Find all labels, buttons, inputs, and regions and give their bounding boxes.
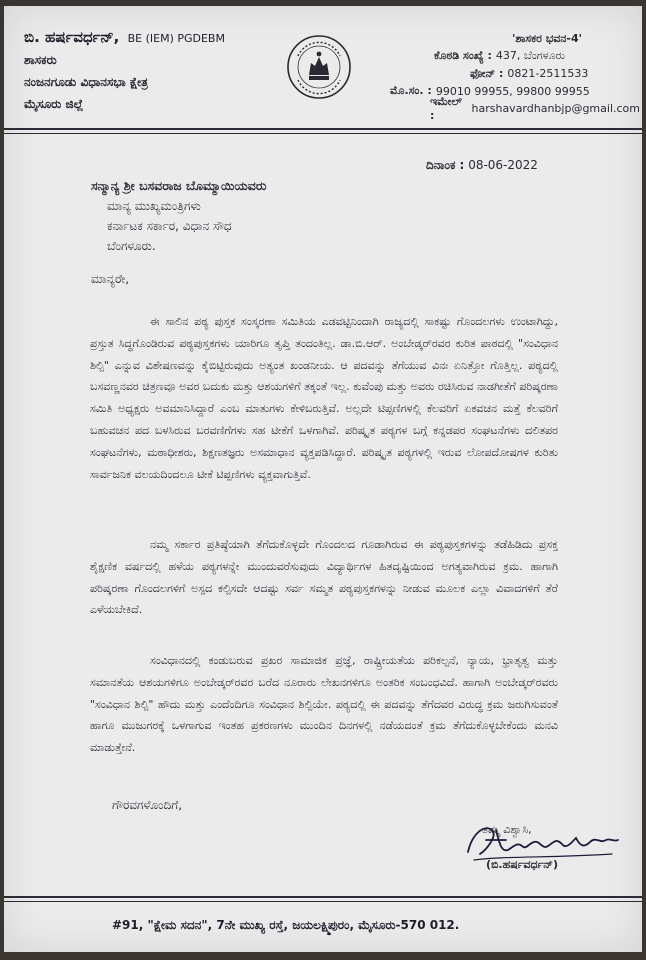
mla-constituency: ನಂಜನಗೂಡು ವಿಧಾನಸಭಾ ಕ್ಷೇತ್ರ <box>24 75 148 89</box>
mla-designation: ಶಾಸಕರು <box>24 53 57 67</box>
karnataka-emblem-icon <box>286 34 352 100</box>
office-phone-label: ಫೋನ್ : <box>470 66 504 80</box>
header-divider-thin <box>4 133 642 134</box>
date-label: ದಿನಾಂಕ : <box>426 158 465 172</box>
letter-sheet <box>4 6 642 952</box>
body-paragraph-1: ಈ ಸಾಲಿನ ಪಠ್ಯ ಪುಸ್ತಕ ಸಂಸ್ಕರಣಾ ಸಮಿತಿಯ ಎಡವಟ್ಟಿನಿಂದಾಗಿ ರಾಜ್ಯದಲ್ಲಿ ಸಾಕಷ್ಟು ಗೊಂದಲಗಳು ಉಂಟಾಗಿದ್ದು, ಪ್ರಸ್ತುತ ಸಿದ್ಧಗೊಂಡಿರುವ ಪಠ್ಯಪುಸ್ತಕಗಳು ಯಾರಿಗೂ ತೃಪ್ತಿ ತಂದಂತಿಲ್ಲ. ಡಾ.ಬಿ.ಆರ್. ಅಂಬೇಡ್ಕರ್‌ರವರ ಕುರಿತ ಪಾಠದಲ್ಲಿ "ಸಂವಿಧಾನ ಶಿಲ್ಪಿ" ಎನ್ನುವ ವಿಶೇಷಣವನ್ನು ಕೈಬಿಟ್ಟಿರುವುದು ಅತ್ಯಂತ ಖಂಡನೀಯ. ಆ ಪದವನ್ನು ತೆಗೆಯುವ ವಿನಃ ಏನಿತ್ತೋ ಗೊತ್ತಿಲ್ಲ. ಪಠ್ಯದಲ್ಲಿ ಬಸವಣ್ಣನವರ ಚಿತ್ರಣವೂ ಅವರ ಬದುಕು ಮತ್ತು ಆಶಯಗಳಿಗೆ ತಕ್ಕಂತೆ ಇಲ್ಲ. ಕುವೆಂಪು ಮತ್ತು ಅವರು ರಚಿಸಿರುವ ನಾಡಗೀತೆಗೆ ಪರಿಷ್ಕರಣಾ ಸಮಿತಿ ಅಧ್ಯಕ್ಷರು ಅವಮಾನಿಸಿದ್ದಾರೆ ಎಂಬ ಮಾತುಗಳು ಕೇಳಿಬರುತ್ತಿವೆ. ಅಲ್ಲದೇ ಟಿಪ್ಪಣಿಗಳಲ್ಲಿ ಕೆಲವರಿಗೆ ಏಕವಚನ ಮತ್ತೆ ಕೆಲವರಿಗೆ ಬಹುವಚನ ಪದ ಬಳಸಿರುವ ಬರವಣಿಗೆಗಳು ಸಹ ಟೀಕೆಗೆ ಒಳಗಾಗಿವೆ. ಪರಿಷ್ಕೃತ ಪಠ್ಯಗಳ ಬಗ್ಗೆ ಕನ್ನಡಪರ ಸಂಘಟನೆಗಳು ದಲಿತಪರ ಸಂಘಟನೆಗಳು, ಮಠಾಧೀಶರು, ಶಿಕ್ಷಣತಜ್ಞರು ಅಸಮಾಧಾನ ವ್ಯಕ್ತಪಡಿಸಿದ್ದಾರೆ. ಪರಿಷ್ಕೃತ ಪಠ್ಯಗಳಲ್ಲಿ ಇರುವ ಲೋಪದೋಷಗಳ ಕುರಿತು ಸಾರ್ವಜನಿಕ ವಲಯದಿಂದಲೂ ಟೀಕೆ ಟಿಪ್ಪಣಿಗಳು ವ್ಯಕ್ತವಾಗುತ್ತಿವೆ. <box>90 315 558 481</box>
office-mobile-label: ಮೊ.ಸಂ. : <box>390 84 432 98</box>
mla-name <box>24 28 264 46</box>
body-paragraph-3: ಸಂವಿಧಾನದಲ್ಲಿ ಕಂಡುಬರುವ ಪ್ರಖರ ಸಾಮಾಜಿಕ ಪ್ರಜ್ಞೆ, ರಾಷ್ಟ್ರೀಯತೆಯ ಪರಿಕಲ್ಪನೆ, ನ್ಯಾಯ, ಭ್ರಾತೃತ್ವ ಮತ್ತು ಸಮಾನತೆಯ ಆಶಯಗಳಿಗೂ ಅಂಬೇಡ್ಕರ್‌ರವರ ಬರೆದ ನೂರಾರು ಲೇಖನಗಳಿಗೂ ಅಂತರಿಕ ಸಂಬಂಧವಿದೆ. ಹಾಗಾಗಿ ಅಂಬೇಡ್ಕರ್‌ರವರು "ಸಂವಿಧಾನ ಶಿಲ್ಪಿ" ಹೌದು ಮತ್ತು ಎಂದೆಂದಿಗೂ ಸಂವಿಧಾನ ಶಿಲ್ಪಿಯೇ. ಪಠ್ಯದಲ್ಲಿ ಈ ಪದವನ್ನು ತೆಗೆದವರ ವಿರುದ್ಧ ಕ್ರಮ ಜರುಗಿಸುವಂತೆ ಹಾಗೂ ಮುಜುಗರಕ್ಕೆ ಒಳಗಾಗುವ ಇಂತಹ ಪ್ರಕರಣಗಳು ಮುಂದಿನ ದಿನಗಳಲ್ಲಿ ನಡೆಯದಂತೆ ಕ್ರಮ ತೆಗೆದುಕೊಳ್ಳಬೇಕೆಂದು ಮನವಿ ಮಾಡುತ್ತೇನೆ. <box>90 654 558 755</box>
office-email <box>390 95 640 123</box>
office-email-value: harshavardhanbjp@gmail.com <box>471 102 640 116</box>
office-mobile-value: 99010 99955, 99800 99955 <box>435 84 590 98</box>
recipient-city: ಬೆಂಗಳೂರು. <box>107 239 156 253</box>
footer-divider <box>4 896 642 898</box>
mla-district: ಮೈಸೂರು ಜಿಲ್ಲೆ <box>24 97 84 111</box>
office-room-value: 437, ಬೆಂಗಳೂರು <box>495 49 565 63</box>
letter-date <box>426 158 538 173</box>
office-phone <box>390 65 640 83</box>
recipient-address <box>91 176 266 256</box>
salutation: ಮಾನ್ಯರೇ, <box>91 272 130 286</box>
letterhead-left <box>24 28 264 112</box>
office-mobile <box>390 83 640 101</box>
office-phone-value: 0821-2511533 <box>507 67 589 81</box>
letterhead-right <box>390 30 640 123</box>
date-value: 08-06-2022 <box>468 158 538 172</box>
office-building: 'ಶಾಸಕರ ಭವನ-4' <box>512 31 582 45</box>
yours-faithfully: ತಮ್ಮ ವಿಶ್ವಾಸಿ, <box>482 823 532 836</box>
office-email-label: ಇಮೇಲ್ : <box>430 95 462 123</box>
office-room <box>390 48 640 66</box>
recipient-title: ಮಾನ್ಯ ಮುಖ್ಯಮಂತ್ರಿಗಳು <box>107 199 201 213</box>
body-paragraph-2: ನಮ್ಮ ಸರ್ಕಾರ ಪ್ರತಿಷ್ಠೆಯಾಗಿ ತೆಗೆದುಕೊಳ್ಳದೇ ಗೊಂದಲದ ಗೂಡಾಗಿರುವ ಈ ಪಠ್ಯಪುಸ್ತಕಗಳನ್ನು ತಡೆಹಿಡಿದು ಪ್ರಸಕ್ತ ಶೈಕ್ಷಣಿಕ ವರ್ಷದಲ್ಲಿ ಹಳೆಯ ಪಠ್ಯಗಳನ್ನೇ ಮುಂದುವರೆಸುವುದು ವಿದ್ಯಾರ್ಥಿಗಳ ಹಿತದೃಷ್ಟಿಯಿಂದ ಅಗತ್ಯವಾಗಿರುವ ಕ್ರಮ. ಹಾಗಾಗಿ ಪರಿಷ್ಕರಣಾ ಗೊಂದಲಗಳಿಗೆ ಅಸ್ಪದ ಕಲ್ಪಿಸದೇ ಆದಷ್ಟು ಸರ್ವ ಸಮ್ಮತ ಪಠ್ಯಪುಸ್ತಕಗಳನ್ನು ನೀಡುವ ಮೂಲಕ ಎಲ್ಲಾ ವಿವಾದಗಳಿಗೆ ತೆರೆ ಎಳೆಯಬೇಕಿದೆ. <box>90 538 558 617</box>
footer-divider-thin <box>4 901 642 902</box>
mla-name-text: ಬಿ. ಹರ್ಷವರ್ಧನ್, <box>24 28 120 46</box>
footer-address: #91, "ಕ್ಷೇಮ ಸದನ", 7ನೇ ಮುಖ್ಯ ರಸ್ತೆ, ಜಯಲಕ್ಷ್ಮಿಪುರಂ, ಮೈಸೂರು-570 012. <box>112 918 460 932</box>
office-room-label: ಕೊಠಡಿ ಸಂಖ್ಯೆ : <box>434 49 492 63</box>
signatory-name: (ಬಿ.ಹರ್ಷವರ್ಧನ್) <box>486 858 558 871</box>
recipient-office: ಕರ್ನಾಟಕ ಸರ್ಕಾರ, ವಿಧಾನ ಸೌಧ <box>107 219 232 233</box>
header-divider <box>4 128 642 130</box>
closing-line: ಗೌರವಗಳೊಂದಿಗೆ, <box>112 798 183 812</box>
mla-qualifications: BE (IEM) PGDEBM <box>127 32 225 45</box>
recipient-name: ಸನ್ಮಾನ್ಯ ಶ್ರೀ ಬಸವರಾಜ ಬೊಮ್ಮಾಯಿಯವರು <box>91 178 267 193</box>
